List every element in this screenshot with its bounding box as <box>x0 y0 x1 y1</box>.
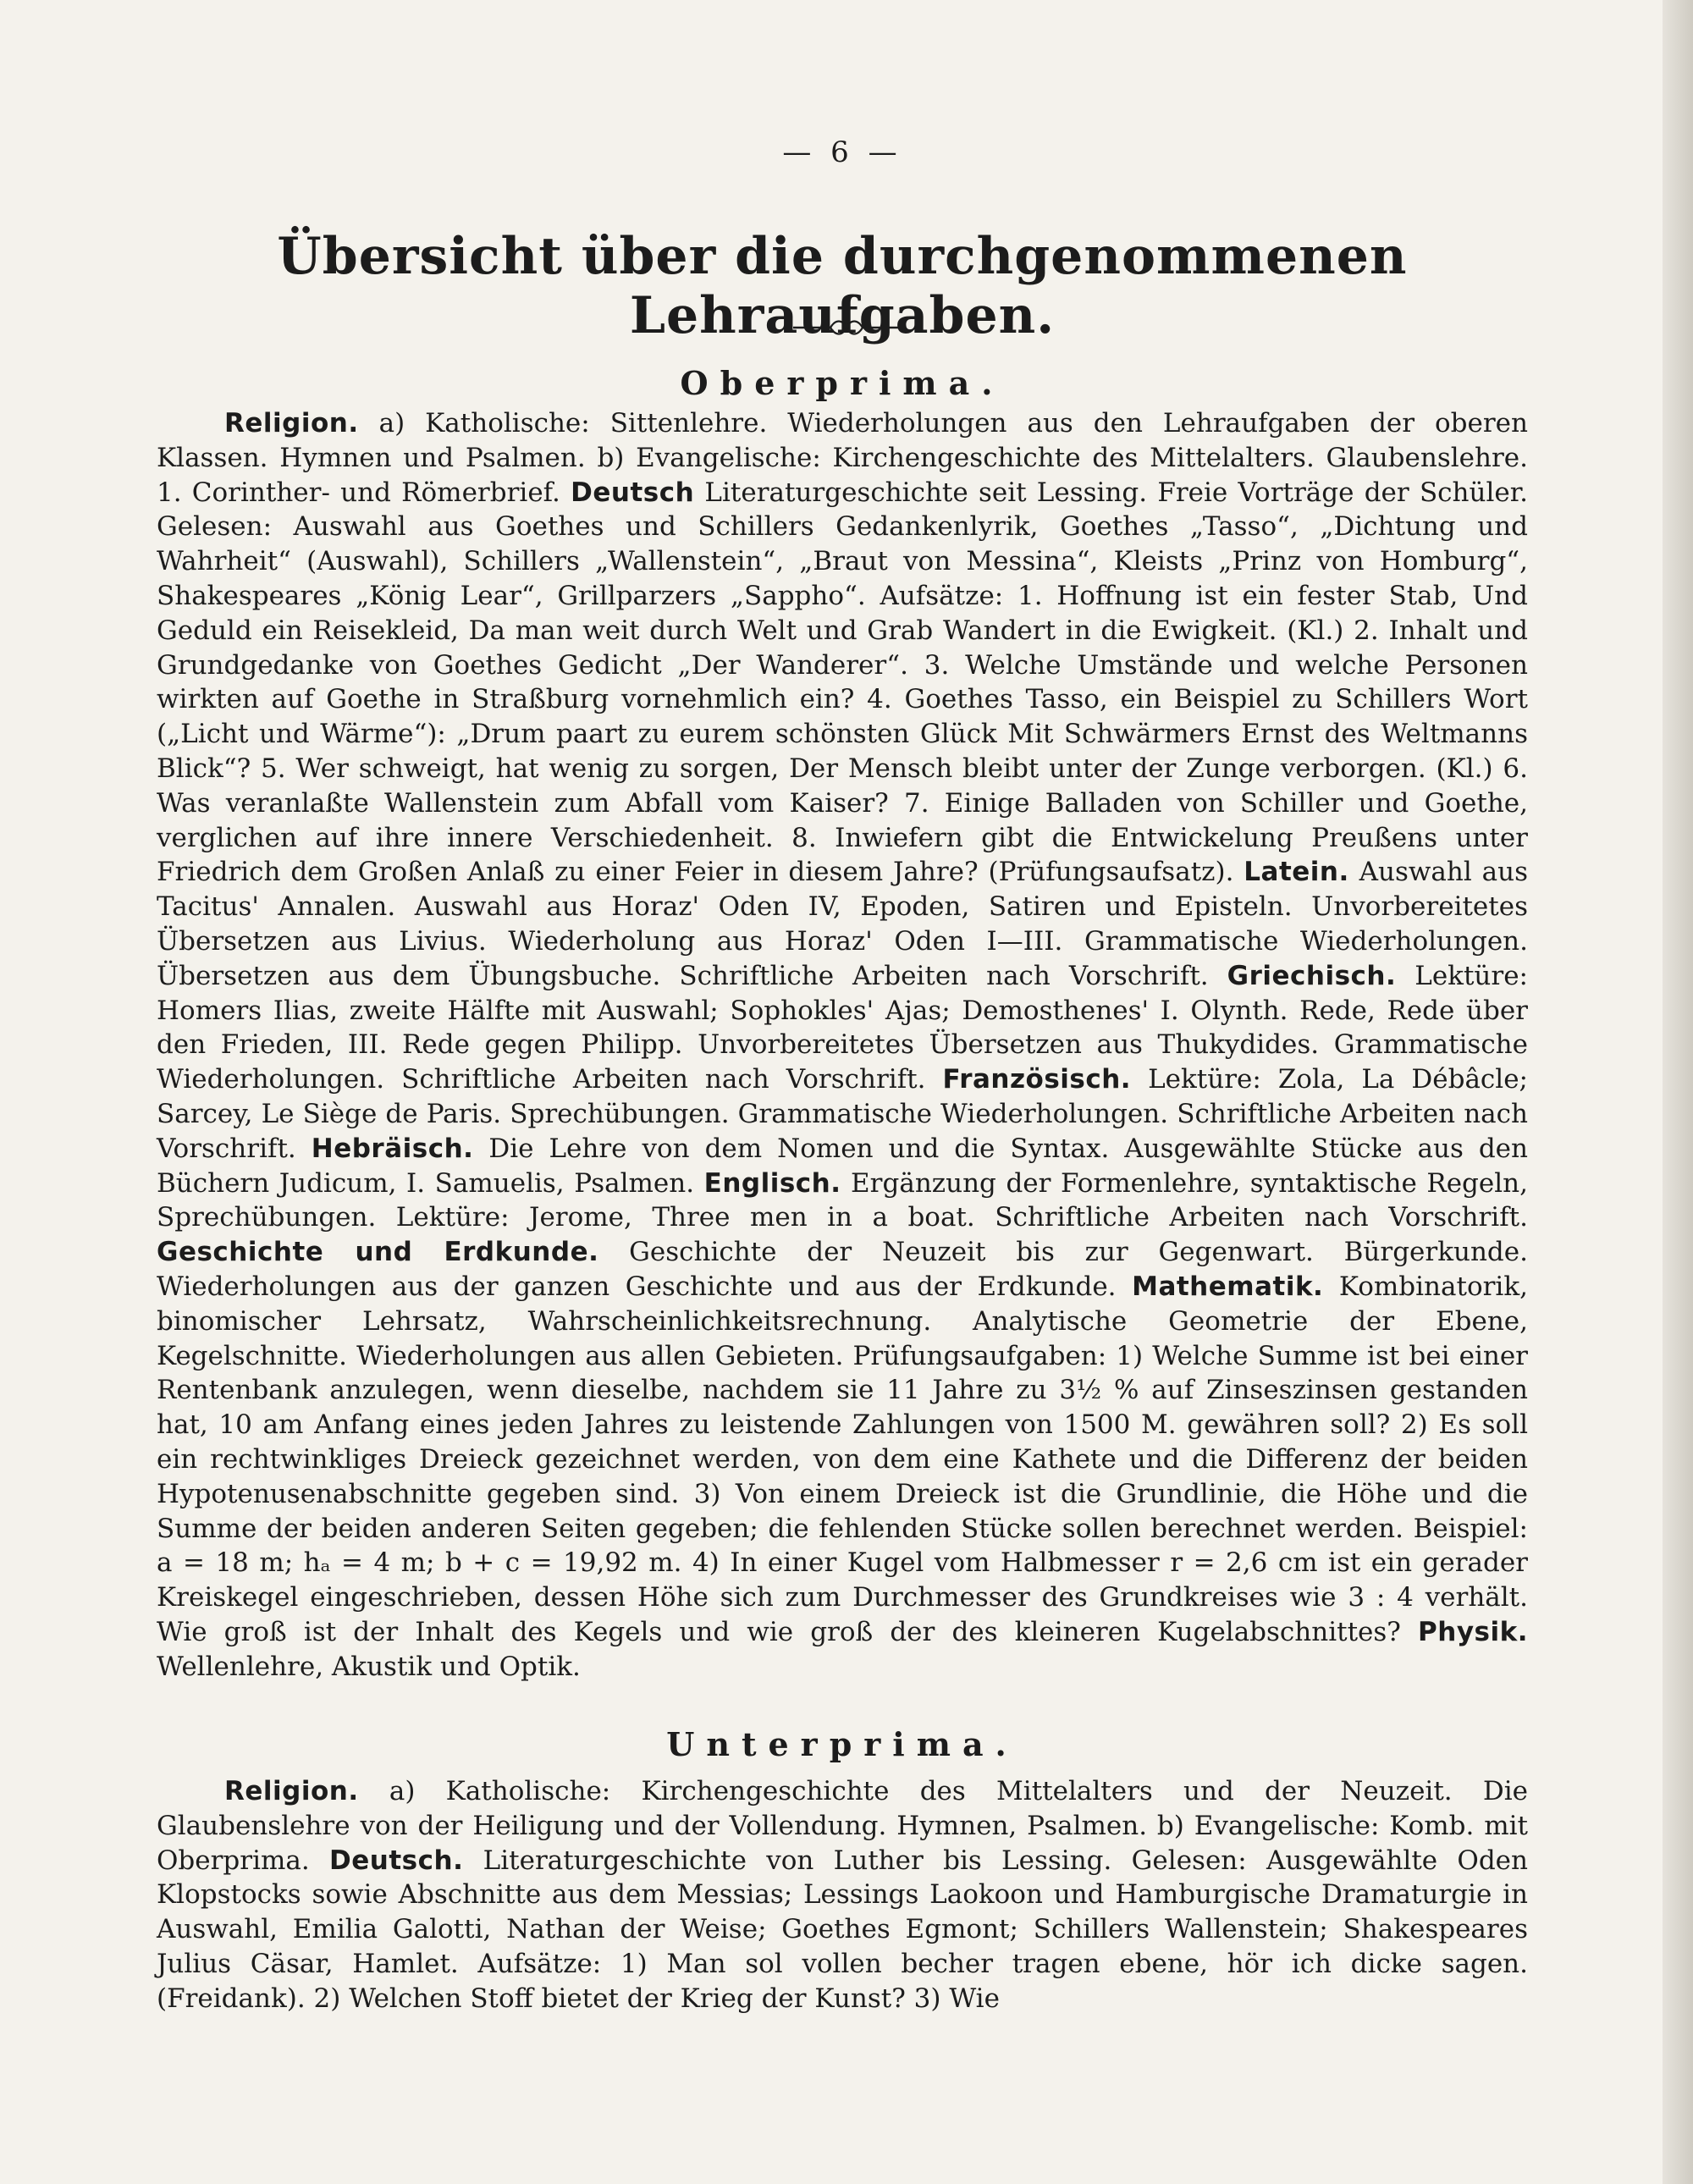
page-title: Übersicht über die durchgenommenen Lehraufgaben. <box>277 227 1408 345</box>
body-text: Geschichte der Neuzeit bis zur Gegenwart. Bürgerkunde. Wiederholungen aus der ganzen Geschichte und aus der Erdkunde. <box>157 1237 1528 1302</box>
subject-heading: Hebräisch. <box>311 1133 474 1164</box>
section-heading-oberprima: Oberprima. <box>680 364 1005 402</box>
body-text: Kombinatorik, binomischer Lehrsatz, Wahrscheinlichkeitsrechnung. Analytische Geometrie der Ebene, Kegelschnitte. Wiederholungen aus allen Gebieten. Prüfungsaufgaben: 1) Welche Summe ist bei einer Rentenbank anzulegen, wenn dieselbe, nachdem sie 11 Jahre zu 3½ % auf Zinseszinsen gestanden hat, 10 am Anfang eines jeden Jahres zu leistende Zahlungen von 1500 M. gewähren soll? 2) Es soll ein rechtwinkliges Dreieck gezeichnet werden, von dem eine Kathete und die Differenz der beiden Hypotenusenabschnitte gegeben sind. 3) Von einem Dreieck ist die Grundlinie, die Höhe und die Summe der beiden anderen Seiten gegeben; die fehlenden Stücke sollen berechnet werden. Beispiel: a = 18 m; hₐ = 4 m; b + c = 19,92 m. 4) In einer Kugel vom Halbmesser r = 2,6 cm ist ein gerader Kreiskegel eingeschrieben, dessen Höhe sich zum Durchmesser des Grundkreises wie 3 : 4 verhält. Wie groß ist der Inhalt des Kegels und wie groß der des kleineren Kugelabschnittes? <box>157 1271 1528 1647</box>
body-text: a) Katholische: Kirchengeschichte des Mittelalters und der Neuzeit. Die Glaubenslehre von der Heiligung und der Vollendung. Hymnen, Psalmen. b) Evangelische: Komb. mit Oberprima. <box>157 1776 1528 1876</box>
subject-heading: Religion. <box>224 1776 359 1806</box>
document-page <box>157 0 1528 2184</box>
body-text: Literaturgeschichte von Luther bis Lessing. Gelesen: Ausgewählte Oden Klopstocks sowie Abschnitte aus dem Messias; Lessings Laokoon und Hamburgische Dramaturgie in Auswahl, Emilia Galotti, Nathan der Weise; Goethes Egmont; Schillers Wallenstein; Shakespeares Julius Cäsar, Hamlet. Aufsätze: 1) Man sol vollen becher tragen ebene, hör ich dicke sagen. (Freidank). 2) Welchen Stoff bietet der Krieg der Kunst? 3) Wie <box>157 1845 1528 2014</box>
body-text: Literaturgeschichte seit Lessing. Freie Vorträge der Schüler. Gelesen: Auswahl aus Goethes und Schillers Gedankenlyrik, Goethes „Tasso“, „Dichtung und Wahrheit“ (Auswahl), Schillers „Wallenstein“, „Braut von Messina“, Kleists „Prinz von Homburg“, Shakespeares „König Lear“, Grillparzers „Sappho“. Aufsätze: 1. Hoffnung ist ein fester Stab, Und Geduld ein Reisekleid, Da man weit durch Welt und Grab Wandert in die Ewigkeit. (Kl.) 2. Inhalt und Grundgedanke von Goethes Gedicht „Der Wanderer“. 3. Welche Umstände und welche Personen wirkten auf Goethe in Straßburg vornehmlich ein? 4. Goethes Tasso, ein Beispiel zu Schillers Wort („Licht und Wärme“): „Drum paart zu eurem schönsten Glück Mit Schwärmers Ernst des Weltmanns Blick“? 5. Wer schweigt, hat wenig zu sorgen, Der Mensch bleibt unter der Zunge verborgen. (Kl.) 6. Was veranlaßte Wallenstein zum Abfall vom Kaiser? 7. Einige Balladen von Schiller und Goethe, verglichen auf ihre innere Verschiedenheit. 8. Inwiefern gibt die Entwickelung Preußens unter Friedrich dem Großen Anlaß zu einer Feier in diesem Jahre? (Prüfungsaufsatz). <box>157 477 1528 888</box>
body-text: Die Lehre von dem Nomen und die Syntax. Ausgewählte Stücke aus den Büchern Judicum, I. Samuelis, Psalmen. <box>157 1133 1528 1199</box>
body-text: Auswahl aus Tacitus' Annalen. Auswahl aus Horaz' Oden IV, Epoden, Satiren und Episteln. Unvorbereitetes Übersetzen aus Livius. Wiederholung aus Horaz' Oden I—III. Grammatische Wiederholungen. Übersetzen aus dem Übungsbuche. Schriftliche Arbeiten nach Vorschrift. <box>157 857 1528 991</box>
section-text-oberprima <box>157 406 1528 1684</box>
page-edge-shadow <box>1663 0 1693 2184</box>
subject-heading: Latein. <box>1244 857 1349 888</box>
section-heading-unterprima: Unterprima. <box>666 1725 1018 1763</box>
body-text: Wellenlehre, Akustik und Optik. <box>157 1651 581 1682</box>
subject-heading: Deutsch. <box>329 1845 464 1876</box>
body-text: Lektüre: Zola, La Débâcle; Sarcey, Le Siège de Paris. Sprechübungen. Grammatische Wiederholungen. Schriftliche Arbeiten nach Vorschrift. <box>157 1064 1529 1164</box>
ornament-divider <box>791 315 902 340</box>
body-text: a) Katholische: Sittenlehre. Wiederholungen aus den Lehraufgaben der oberen Klassen. Hymnen und Psalmen. b) Evangelische: Kirchengeschichte des Mittelalters. Glaubenslehre. 1. Corinther- und Römerbrief. <box>157 408 1528 508</box>
subject-heading: Physik. <box>1418 1616 1528 1647</box>
subject-heading: Mathematik. <box>1132 1271 1324 1302</box>
body-text: Ergänzung der Formenlehre, syntaktische Regeln, Sprechübungen. Lektüre: Jerome, Three men in a boat. Schriftliche Arbeiten nach Vorschrift. <box>157 1167 1528 1233</box>
subject-heading: Griechisch. <box>1227 960 1397 991</box>
body-text: Lektüre: Homers Ilias, zweite Hälfte mit Auswahl; Sophokles' Ajas; Demosthenes' I. Olynth. Rede, Rede über den Frieden, III. Rede gegen Philipp. Unvorbereitetes Übersetzen aus Thukydides. Grammatische Wiederholungen. Schriftliche Arbeiten nach Vorschrift. <box>157 960 1528 1095</box>
subject-heading: Geschichte und Erdkunde. <box>157 1237 599 1268</box>
subject-heading: Französisch. <box>942 1064 1132 1095</box>
page-number: — 6 — <box>782 135 902 169</box>
subject-heading: Religion. <box>224 408 359 438</box>
subject-heading: Deutsch <box>571 477 695 508</box>
subject-heading: Englisch. <box>703 1167 841 1199</box>
section-text-unterprima <box>157 1774 1528 2016</box>
